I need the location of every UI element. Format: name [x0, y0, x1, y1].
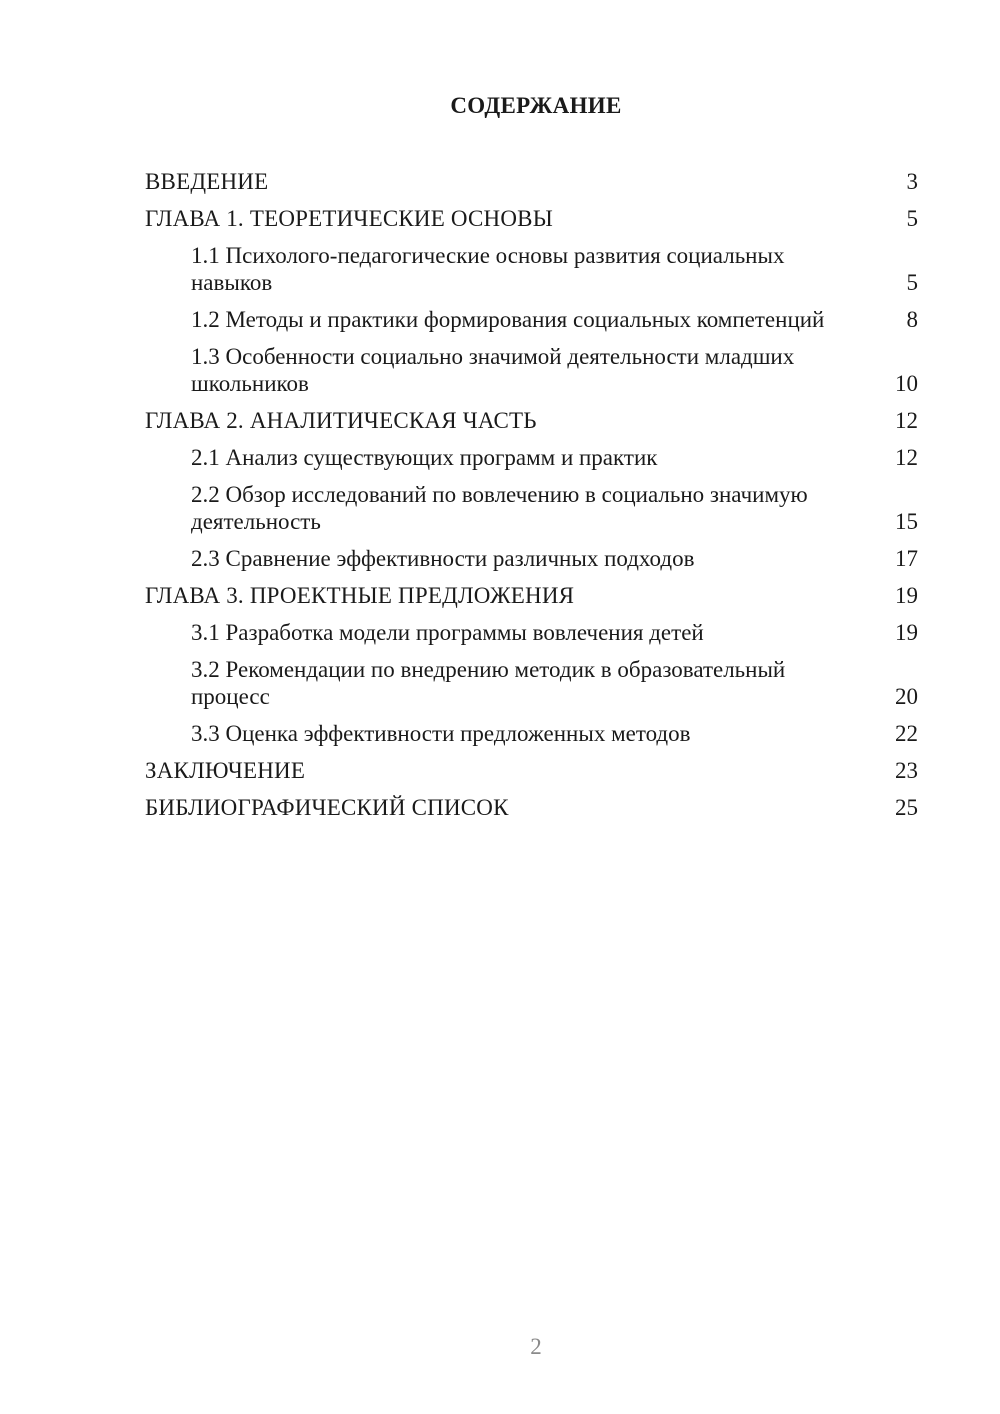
toc-entry-title: ВВЕДЕНИЕ	[145, 169, 269, 194]
toc-entry-title: ГЛАВА 1. ТЕОРЕТИЧЕСКИЕ ОСНОВЫ	[145, 206, 553, 231]
toc-entry-page: 20	[895, 684, 918, 709]
toc-entry-page: 19	[895, 583, 918, 608]
toc-entry-bibliography[interactable]	[145, 794, 918, 831]
toc-entry-section-2-3[interactable]	[145, 545, 918, 572]
toc-entry-title: 1.3 Особенности социально значимой деятельности младших школьников	[191, 344, 795, 396]
toc-entry-page: 3	[906, 169, 918, 194]
toc-entry-chapter-1[interactable]	[145, 205, 918, 242]
toc-entry-page: 5	[906, 206, 918, 231]
toc-entry-section-2-1[interactable]	[145, 444, 918, 471]
toc-entry-page: 23	[895, 758, 918, 783]
toc-entry-chapter-3[interactable]	[145, 582, 918, 619]
page-number: 2	[530, 1334, 542, 1359]
table-of-contents	[145, 168, 918, 831]
toc-entry-page: 5	[906, 270, 918, 295]
toc-entry-title: БИБЛИОГРАФИЧЕСКИЙ СПИСОК	[145, 795, 509, 820]
toc-entry-section-3-2[interactable]	[145, 656, 918, 710]
toc-entry-title: ГЛАВА 3. ПРОЕКТНЫЕ ПРЕДЛОЖЕНИЯ	[145, 583, 575, 608]
toc-entry-page: 15	[895, 509, 918, 534]
toc-entry-title: 3.1 Разработка модели программы вовлечения детей	[191, 620, 704, 645]
toc-entry-title: ЗАКЛЮЧЕНИЕ	[145, 758, 306, 783]
toc-entry-page: 25	[895, 795, 918, 820]
toc-entry-page: 12	[895, 408, 918, 433]
toc-entry-title: ГЛАВА 2. АНАЛИТИЧЕСКАЯ ЧАСТЬ	[145, 408, 537, 433]
toc-entry-section-1-3[interactable]	[145, 343, 918, 397]
toc-entry-page: 19	[895, 620, 918, 645]
toc-entry-page: 12	[895, 445, 918, 470]
toc-entry-section-1-2[interactable]	[145, 306, 918, 333]
toc-entry-section-3-3[interactable]	[145, 720, 918, 747]
toc-entry-page: 17	[895, 546, 918, 571]
toc-entry-section-1-1[interactable]	[145, 242, 918, 296]
toc-entry-introduction[interactable]	[145, 168, 918, 205]
page-title: СОДЕРЖАНИЕ	[450, 93, 622, 118]
toc-entry-section-2-2[interactable]	[145, 481, 918, 535]
toc-entry-title: 2.1 Анализ существующих программ и практик	[191, 445, 658, 470]
toc-entry-title: 3.3 Оценка эффективности предложенных методов	[191, 721, 691, 746]
toc-entry-title: 2.3 Сравнение эффективности различных подходов	[191, 546, 695, 571]
toc-entry-title: 1.2 Методы и практики формирования социальных компетенций	[191, 307, 825, 332]
toc-entry-chapter-2[interactable]	[145, 407, 918, 444]
toc-entry-page: 22	[895, 721, 918, 746]
toc-entry-title: 3.2 Рекомендации по внедрению методик в образовательный процесс	[191, 657, 786, 709]
toc-entry-conclusion[interactable]	[145, 757, 918, 794]
toc-entry-page: 10	[895, 371, 918, 396]
toc-entry-title: 2.2 Обзор исследований по вовлечению в социально значимую деятельность	[191, 482, 808, 534]
toc-entry-page: 8	[906, 307, 918, 332]
toc-entry-section-3-1[interactable]	[145, 619, 918, 646]
toc-entry-title: 1.1 Психолого-педагогические основы развития социальных навыков	[191, 243, 785, 295]
